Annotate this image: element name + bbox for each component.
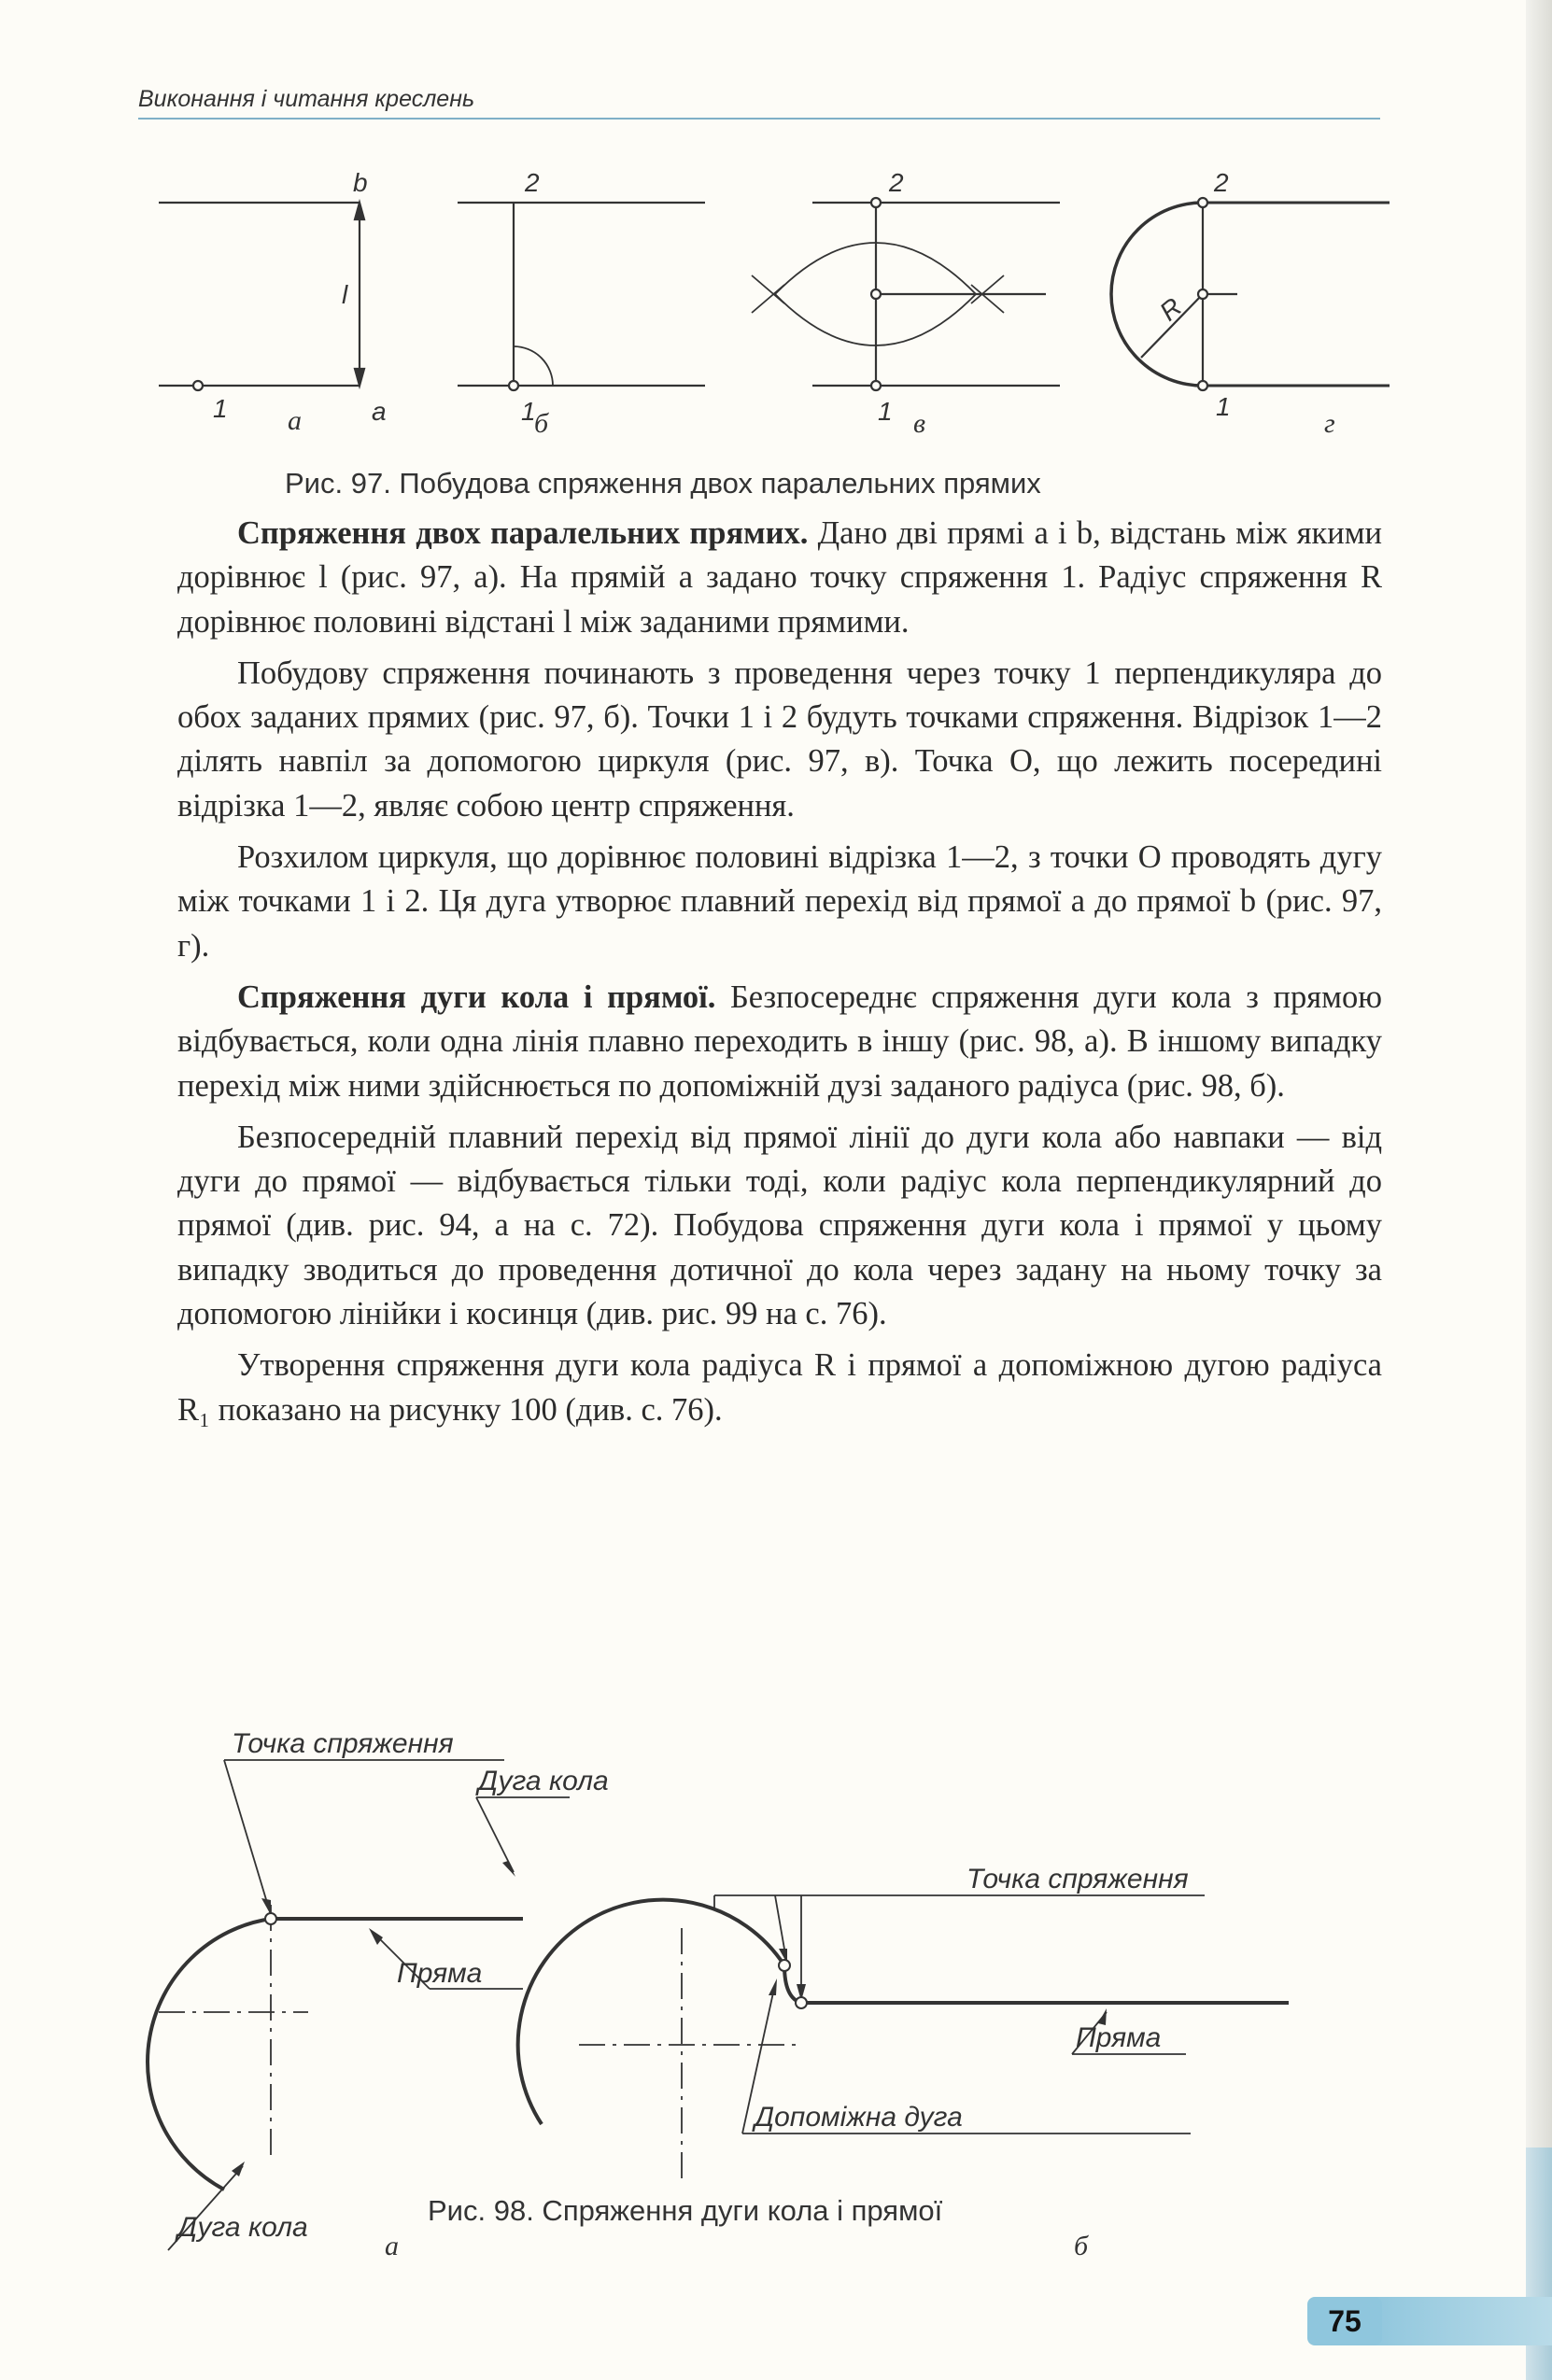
fig97-d-bottom-label: 1 — [1216, 392, 1231, 421]
fig97-c-drawing — [752, 198, 1060, 390]
fig97-a-point-label: 1 — [213, 394, 228, 423]
paragraph-1 — [177, 512, 1382, 644]
fig97-d-radius-label: R — [1153, 291, 1188, 327]
fig97-a-distance-label: l — [342, 280, 348, 309]
running-head: Виконання і читання креслень — [138, 86, 475, 112]
fig97-a-drawing — [159, 203, 364, 390]
paragraph-1-text: Дано дві прямі a і b, відстань між якими дорівнює l (рис. 97, a). На прямій a задано точку спряження 1. Радіус спряження R дорівнює половині відстані l між заданими прямими. — [177, 515, 1382, 640]
body-text — [177, 512, 1382, 1432]
paragraph-3: Розхилом циркуля, що дорівнює половині відрізка 1—2, з точки O проводять дугу між точками 1 і 2. Ця дуга утворює плавний перехід від прямої a до прямої b (рис. 97, г). — [177, 839, 1382, 964]
fig98-caption: Рис. 98. Спряження дуги кола і прямої — [428, 2194, 943, 2227]
figure-98 — [131, 1728, 1401, 2261]
paragraph-1-heading: Спряження двох паралельних прямих. — [237, 515, 809, 551]
paragraph-4-text: Безпосереднє спряження дуги кола з прямою відбувається, коли одна лінія плавно переходить в іншу (рис. 98, a). В іншому випадку перехід між ними здійснюється по допоміжній дузі заданого радіуса (рис. 98, б). — [177, 979, 1382, 1104]
paragraph-5: Безпосередній плавний перехід від прямої лінії до дуги кола або навпаки — від дуги до прямої — відбувається тільки тоді, коли радіус кола перпендикулярний до прямої (див. рис. 94, a на с. 72). Побудова спряження дуги кола і прямої у цьому випадку зводиться до проведення дотичної до кола через задану на ньому точку за допомогою лінійки і косинця (див. рис. 99 на с. 76). — [177, 1119, 1382, 1332]
fig98-a-line-label: Пряма — [397, 1958, 483, 1989]
fig98-b-arc-label: Дуга кола — [478, 1766, 609, 1796]
fig98-a-letter: a — [385, 2231, 399, 2261]
paragraph-4 — [177, 976, 1382, 1108]
fig98-a-drawing — [148, 1760, 523, 2250]
fig97-b-bottom-label: 1 — [521, 397, 536, 426]
paragraph-6: Утворення спряження дуги кола радіуса R і прямої a допоміжною дугою радіуса R₁ показано на рисунку 100 (див. с. 76). — [177, 1347, 1382, 1428]
fig97-caption: Рис. 97. Побудова спряження двох паралельних прямих — [285, 467, 1041, 500]
fig98-b-aux-arc-label: Допоміжна дуга — [755, 2102, 963, 2133]
fig97-a-letter: a — [288, 405, 302, 436]
fig97-a-line-label: a — [372, 397, 387, 426]
fig98-b-line-label: Пряма — [1076, 2022, 1162, 2053]
paragraph-4-heading: Спряження дуги кола і прямої. — [237, 979, 716, 1015]
fig97-c-bottom-label: 1 — [878, 397, 893, 426]
fig97-a-top-label: b — [353, 168, 368, 197]
figure-97 — [131, 154, 1401, 453]
fig97-d-drawing — [1111, 198, 1390, 390]
page-number: 75 — [1307, 2297, 1382, 2345]
fig97-d-top-label: 2 — [1214, 168, 1229, 197]
fig97-b-letter: б — [534, 408, 549, 439]
fig98-b-point-label: Точка спряження — [966, 1864, 1189, 1894]
fig97-c-letter: в — [913, 408, 926, 439]
fig97-b-drawing — [458, 203, 705, 390]
header-rule — [138, 118, 1380, 120]
fig98-a-arc-label: Дуга кола — [177, 2212, 308, 2243]
fig97-b-top-label: 2 — [525, 168, 540, 197]
paragraph-2: Побудову спряження починають з проведення через точку 1 перпендикуляра до обох заданих прямих (рис. 97, б). Точки 1 і 2 будуть точками спряження. Відрізок 1—2 ділять навпіл за допомогою циркуля (рис. 97, в). Точка O, що лежить посередині відрізка 1—2, являє собою центр спряження. — [177, 655, 1382, 824]
fig98-a-point-label: Точка спряження — [232, 1728, 454, 1759]
fig98-b-letter: б — [1074, 2231, 1089, 2261]
fig97-d-letter: г — [1324, 408, 1335, 439]
fig97-c-top-label: 2 — [889, 168, 904, 197]
page-edge — [1526, 0, 1552, 2380]
page-number-strip — [1363, 2297, 1552, 2345]
